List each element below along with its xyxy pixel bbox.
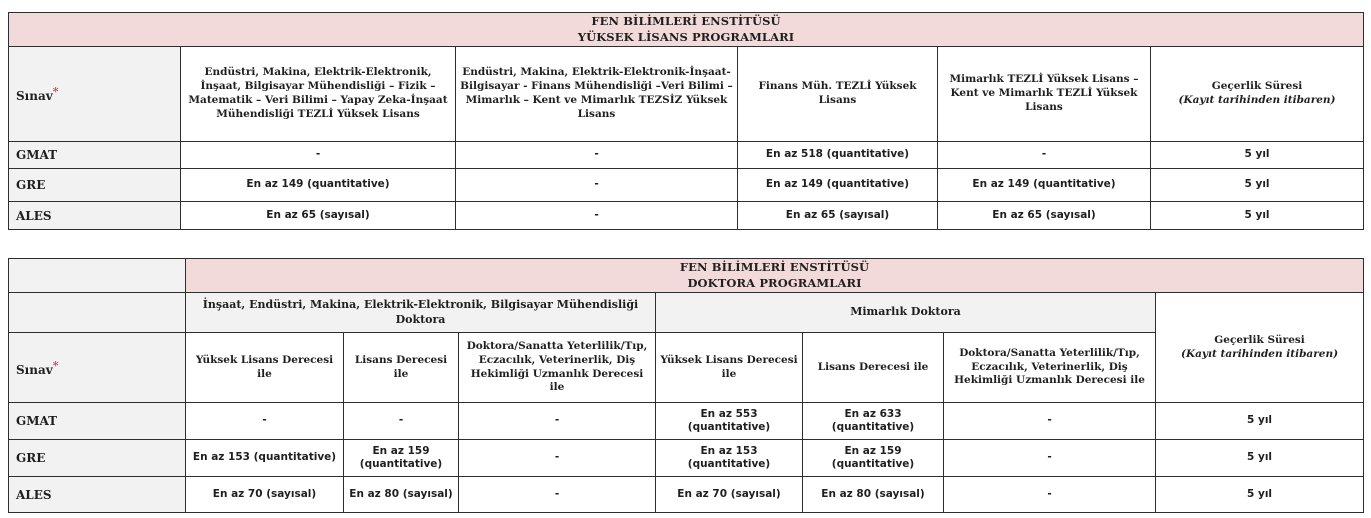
validity-header-note: (Kayıt tarihinden itibaren) [1178,94,1336,107]
validity-header-label: Geçerlik Süresi [1214,333,1305,346]
score-cell: En az 633 (quantitative) [803,403,944,440]
exam-row-label: ALES [9,202,181,230]
table-row [9,47,1364,142]
degree-column-header: Doktora/Sanatta Yeterlilik/Tıp, Eczacılık, Veterinerlik, Diş Hekimliği Uzmanlık Derecesi ile [459,333,656,403]
table-row [9,202,1364,230]
exam-header-label: Sınav [16,362,53,377]
exam-header-label: Sınav [16,89,53,104]
table-row [9,440,1364,477]
exam-row-label: ALES [9,477,186,513]
score-cell: - [186,403,344,440]
exam-row-label: GMAT [9,403,186,440]
score-cell: - [459,440,656,477]
exam-row-label: GRE [9,169,181,202]
table-row [9,259,1364,293]
score-cell: En az 153 (quantitative) [656,440,803,477]
validity-column-header [1151,47,1364,142]
degree-column-header: Yüksek Lisans Derecesi ile [186,333,344,403]
validity-column-header [1156,293,1364,403]
validity-cell: 5 yıl [1156,477,1364,513]
validity-header-label: Geçerlik Süresi [1211,80,1303,93]
exam-row-label: GMAT [9,142,181,169]
table-row [9,13,1364,47]
score-cell: - [456,202,738,230]
table-row [9,169,1364,202]
score-cell: En az 149 (quantitative) [738,169,938,202]
score-cell: En az 159 (quantitative) [803,440,944,477]
table-row [9,477,1364,513]
score-cell: En az 80 (sayısal) [344,477,459,513]
score-cell: - [459,477,656,513]
score-cell: En az 553 (quantitative) [656,403,803,440]
validity-cell: 5 yıl [1151,202,1364,230]
table-row [9,403,1364,440]
validity-cell: 5 yıl [1156,440,1364,477]
score-cell: En az 70 (sayısal) [186,477,344,513]
score-cell: En az 149 (quantitative) [181,169,456,202]
validity-cell: 5 yıl [1151,169,1364,202]
exam-column-header [9,47,181,142]
program-column-header: Endüstri, Makina, Elektrik-Elektronik-İnşaat-Bilgisayar - Finans Mühendisliği –Veri Bilimi – Mimarlık – Kent ve Mimarlık TEZSİZ Yüksek Lisans [456,47,738,142]
score-cell: - [944,440,1156,477]
score-cell: En az 70 (sayısal) [656,477,803,513]
doctorate-table-title [186,259,1364,293]
programs-subtitle: DOKTORA PROGRAMLARI [687,275,862,290]
validity-cell: 5 yıl [1151,142,1364,169]
masters-table-title [9,13,1364,47]
program-column-header: Finans Müh. TEZLİ Yüksek Lisans [738,47,938,142]
institute-title: FEN BİLİMLERİ ENSTİTÜSÜ [591,14,781,28]
score-cell: - [944,477,1156,513]
architecture-doctorate-group-header: Mimarlık Doktora [656,293,1156,333]
engineering-doctorate-group-header: İnşaat, Endüstri, Makina, Elektrik-Elektronik, Bilgisayar Mühendisliği Doktora [186,293,656,333]
programs-subtitle: YÜKSEK LİSANS PROGRAMLARI [577,29,795,44]
footnote-asterisk: * [52,358,59,372]
footnote-asterisk: * [52,85,59,99]
program-column-header: Endüstri, Makina, Elektrik-Elektronik, İnşaat, Bilgisayar Mühendisliği – Fizik – Matematik – Veri Bilimi – Yapay Zeka-İnşaat Mühendisliği TEZLİ Yüksek Lisans [181,47,456,142]
score-cell: En az 65 (sayısal) [938,202,1151,230]
program-column-header: Mimarlık TEZLİ Yüksek Lisans – Kent ve Mimarlık TEZLİ Yüksek Lisans [938,47,1151,142]
score-cell: - [344,403,459,440]
empty-cell [9,293,186,333]
score-cell: En az 80 (sayısal) [803,477,944,513]
doctorate-programs-table [8,258,1364,513]
score-cell: En az 149 (quantitative) [938,169,1151,202]
institute-title: FEN BİLİMLERİ ENSTİTÜSÜ [679,260,870,274]
validity-cell: 5 yıl [1156,403,1364,440]
score-cell: - [456,169,738,202]
score-cell: En az 65 (sayısal) [738,202,938,230]
validity-header-note: (Kayıt tarihinden itibaren) [1181,347,1339,360]
exam-row-label: GRE [9,440,186,477]
score-cell: - [456,142,738,169]
corner-empty-cell [9,259,186,293]
exam-column-header [9,333,186,403]
degree-column-header: Lisans Derecesi ile [803,333,944,403]
score-cell: En az 153 (quantitative) [186,440,344,477]
table-row [9,293,1364,333]
degree-column-header: Lisans Derecesi ile [344,333,459,403]
score-cell: - [944,403,1156,440]
table-row [9,142,1364,169]
masters-programs-table [8,12,1364,230]
score-cell: En az 159 (quantitative) [344,440,459,477]
score-cell: - [938,142,1151,169]
score-cell: En az 65 (sayısal) [181,202,456,230]
score-cell: - [459,403,656,440]
score-cell: - [181,142,456,169]
score-cell: En az 518 (quantitative) [738,142,938,169]
degree-column-header: Yüksek Lisans Derecesi ile [656,333,803,403]
degree-column-header: Doktora/Sanatta Yeterlilik/Tıp, Eczacılık, Veterinerlik, Diş Hekimliği Uzmanlık Derecesi ile [944,333,1156,403]
